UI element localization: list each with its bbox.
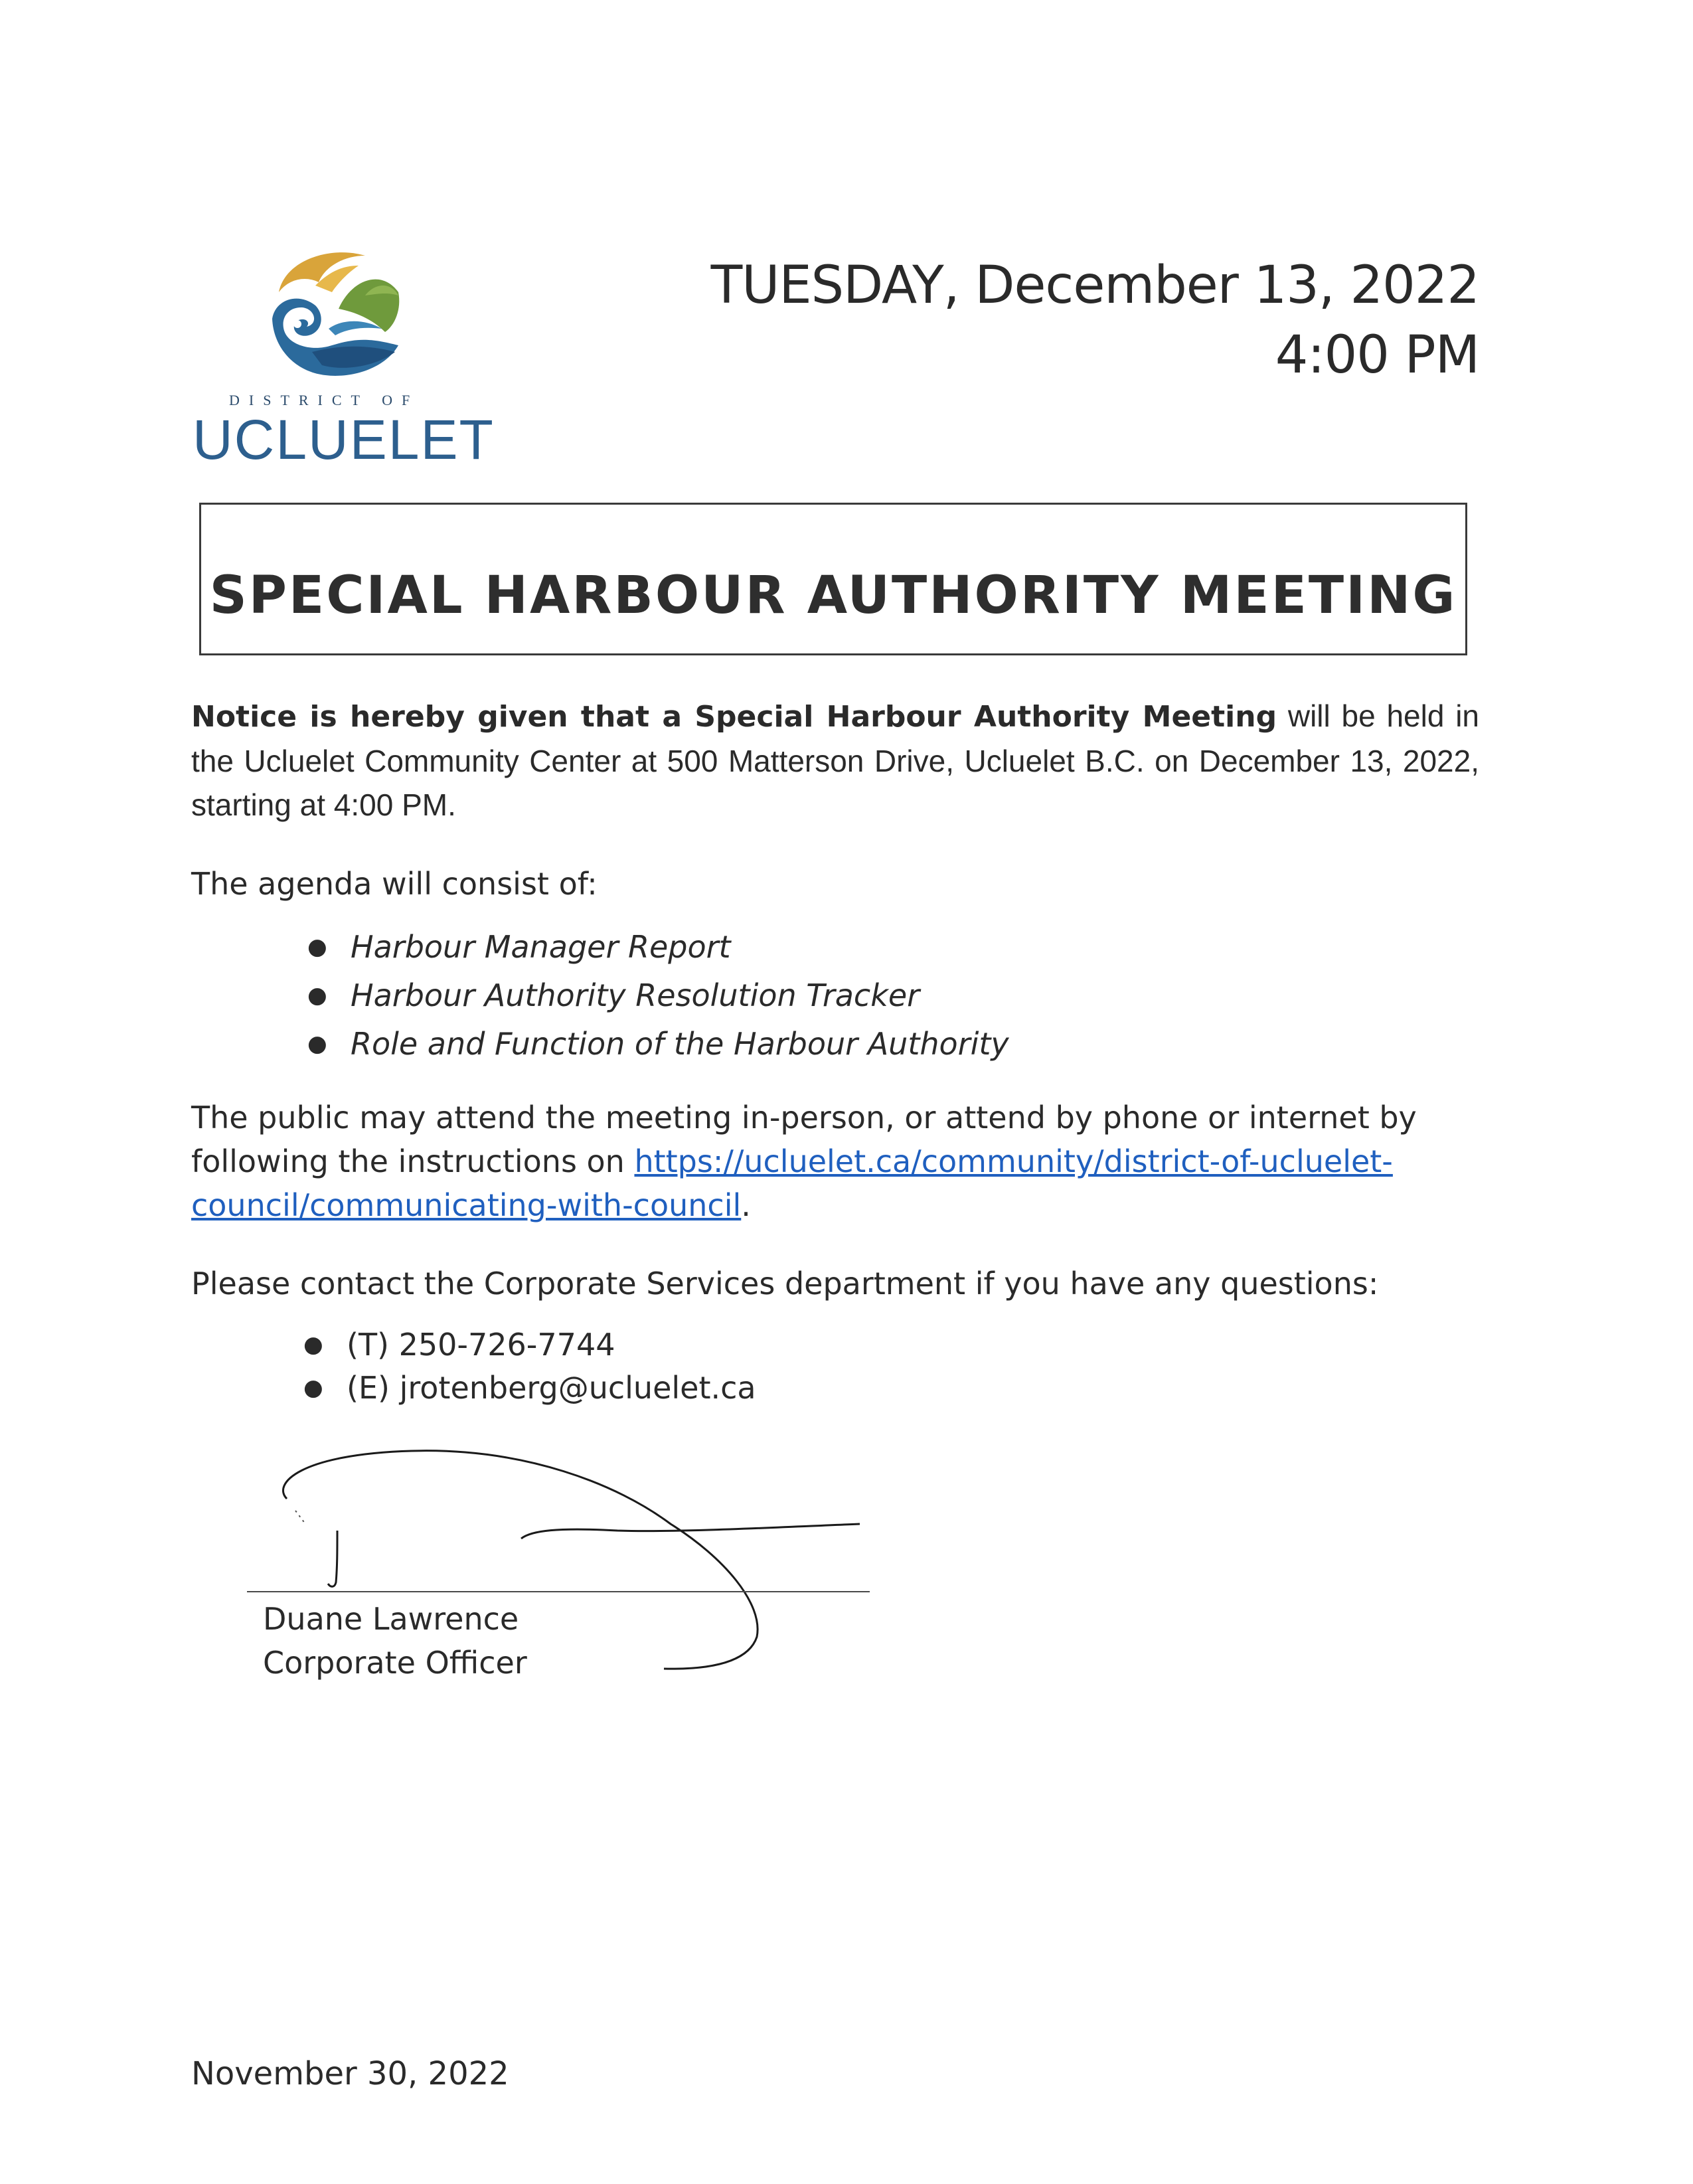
public-text-end: . xyxy=(741,1187,751,1223)
logo-district-of: DISTRICT OF xyxy=(229,392,420,408)
notice-bold-lead: Notice is hereby given that a Special Harbour Authority Meeting xyxy=(191,700,1277,734)
public-text: The public may attend the meeting in-person, or attend by phone or internet by following the instructions on xyxy=(191,1100,1417,1179)
list-item xyxy=(303,1367,756,1410)
agenda-intro: The agenda will consist of: xyxy=(191,866,598,902)
council-link[interactable]: https://ucluelet.ca/community/district-of-ucluelet-council/communicating-with-council xyxy=(191,1143,1393,1223)
agenda-list xyxy=(307,923,1009,1068)
contact-phone: (T) 250-726-7744 xyxy=(347,1327,615,1363)
signer-title: Corporate Officer xyxy=(263,1645,527,1681)
logo-wordmark: UCLUELET xyxy=(193,408,495,471)
list-item xyxy=(307,923,1009,971)
bullet-icon: ● xyxy=(307,1031,327,1057)
public-attendance-paragraph xyxy=(191,1096,1479,1227)
agenda-item-label: Harbour Manager Report xyxy=(351,929,731,965)
contact-intro: Please contact the Corporate Services department if you have any questions: xyxy=(191,1266,1379,1302)
meeting-date: TUESDAY, December 13, 2022 xyxy=(710,256,1479,315)
list-item xyxy=(307,1020,1009,1068)
list-item xyxy=(307,971,1009,1020)
contact-email: (E) jrotenberg@ucluelet.ca xyxy=(347,1370,756,1406)
list-item xyxy=(303,1323,756,1367)
bullet-icon: ● xyxy=(303,1375,323,1401)
ucluelet-logo-icon xyxy=(266,246,405,378)
signer-block xyxy=(263,1597,527,1685)
meeting-time: 4:00 PM xyxy=(1275,325,1479,385)
notice-paragraph xyxy=(191,694,1479,827)
signature-line xyxy=(247,1591,870,1592)
issue-date: November 30, 2022 xyxy=(191,2055,509,2092)
contact-list xyxy=(303,1323,756,1410)
notice-rest: will be held in the Ucluelet Community Center at 500 Matterson Drive, Ucluelet B.C. on December 13, 2022, starting at 4:00 PM. xyxy=(191,699,1480,822)
bullet-icon: ● xyxy=(307,982,327,1009)
district-logo xyxy=(189,246,495,471)
page-title: SPECIAL HARBOUR AUTHORITY MEETING xyxy=(209,566,1457,626)
bullet-icon: ● xyxy=(307,934,327,960)
title-box xyxy=(199,503,1467,655)
agenda-item-label: Role and Function of the Harbour Authority xyxy=(351,1026,1009,1062)
signer-name: Duane Lawrence xyxy=(263,1601,519,1637)
meeting-datetime xyxy=(711,252,1479,392)
bullet-icon: ● xyxy=(303,1331,323,1358)
agenda-item-label: Harbour Authority Resolution Tracker xyxy=(351,977,920,1013)
